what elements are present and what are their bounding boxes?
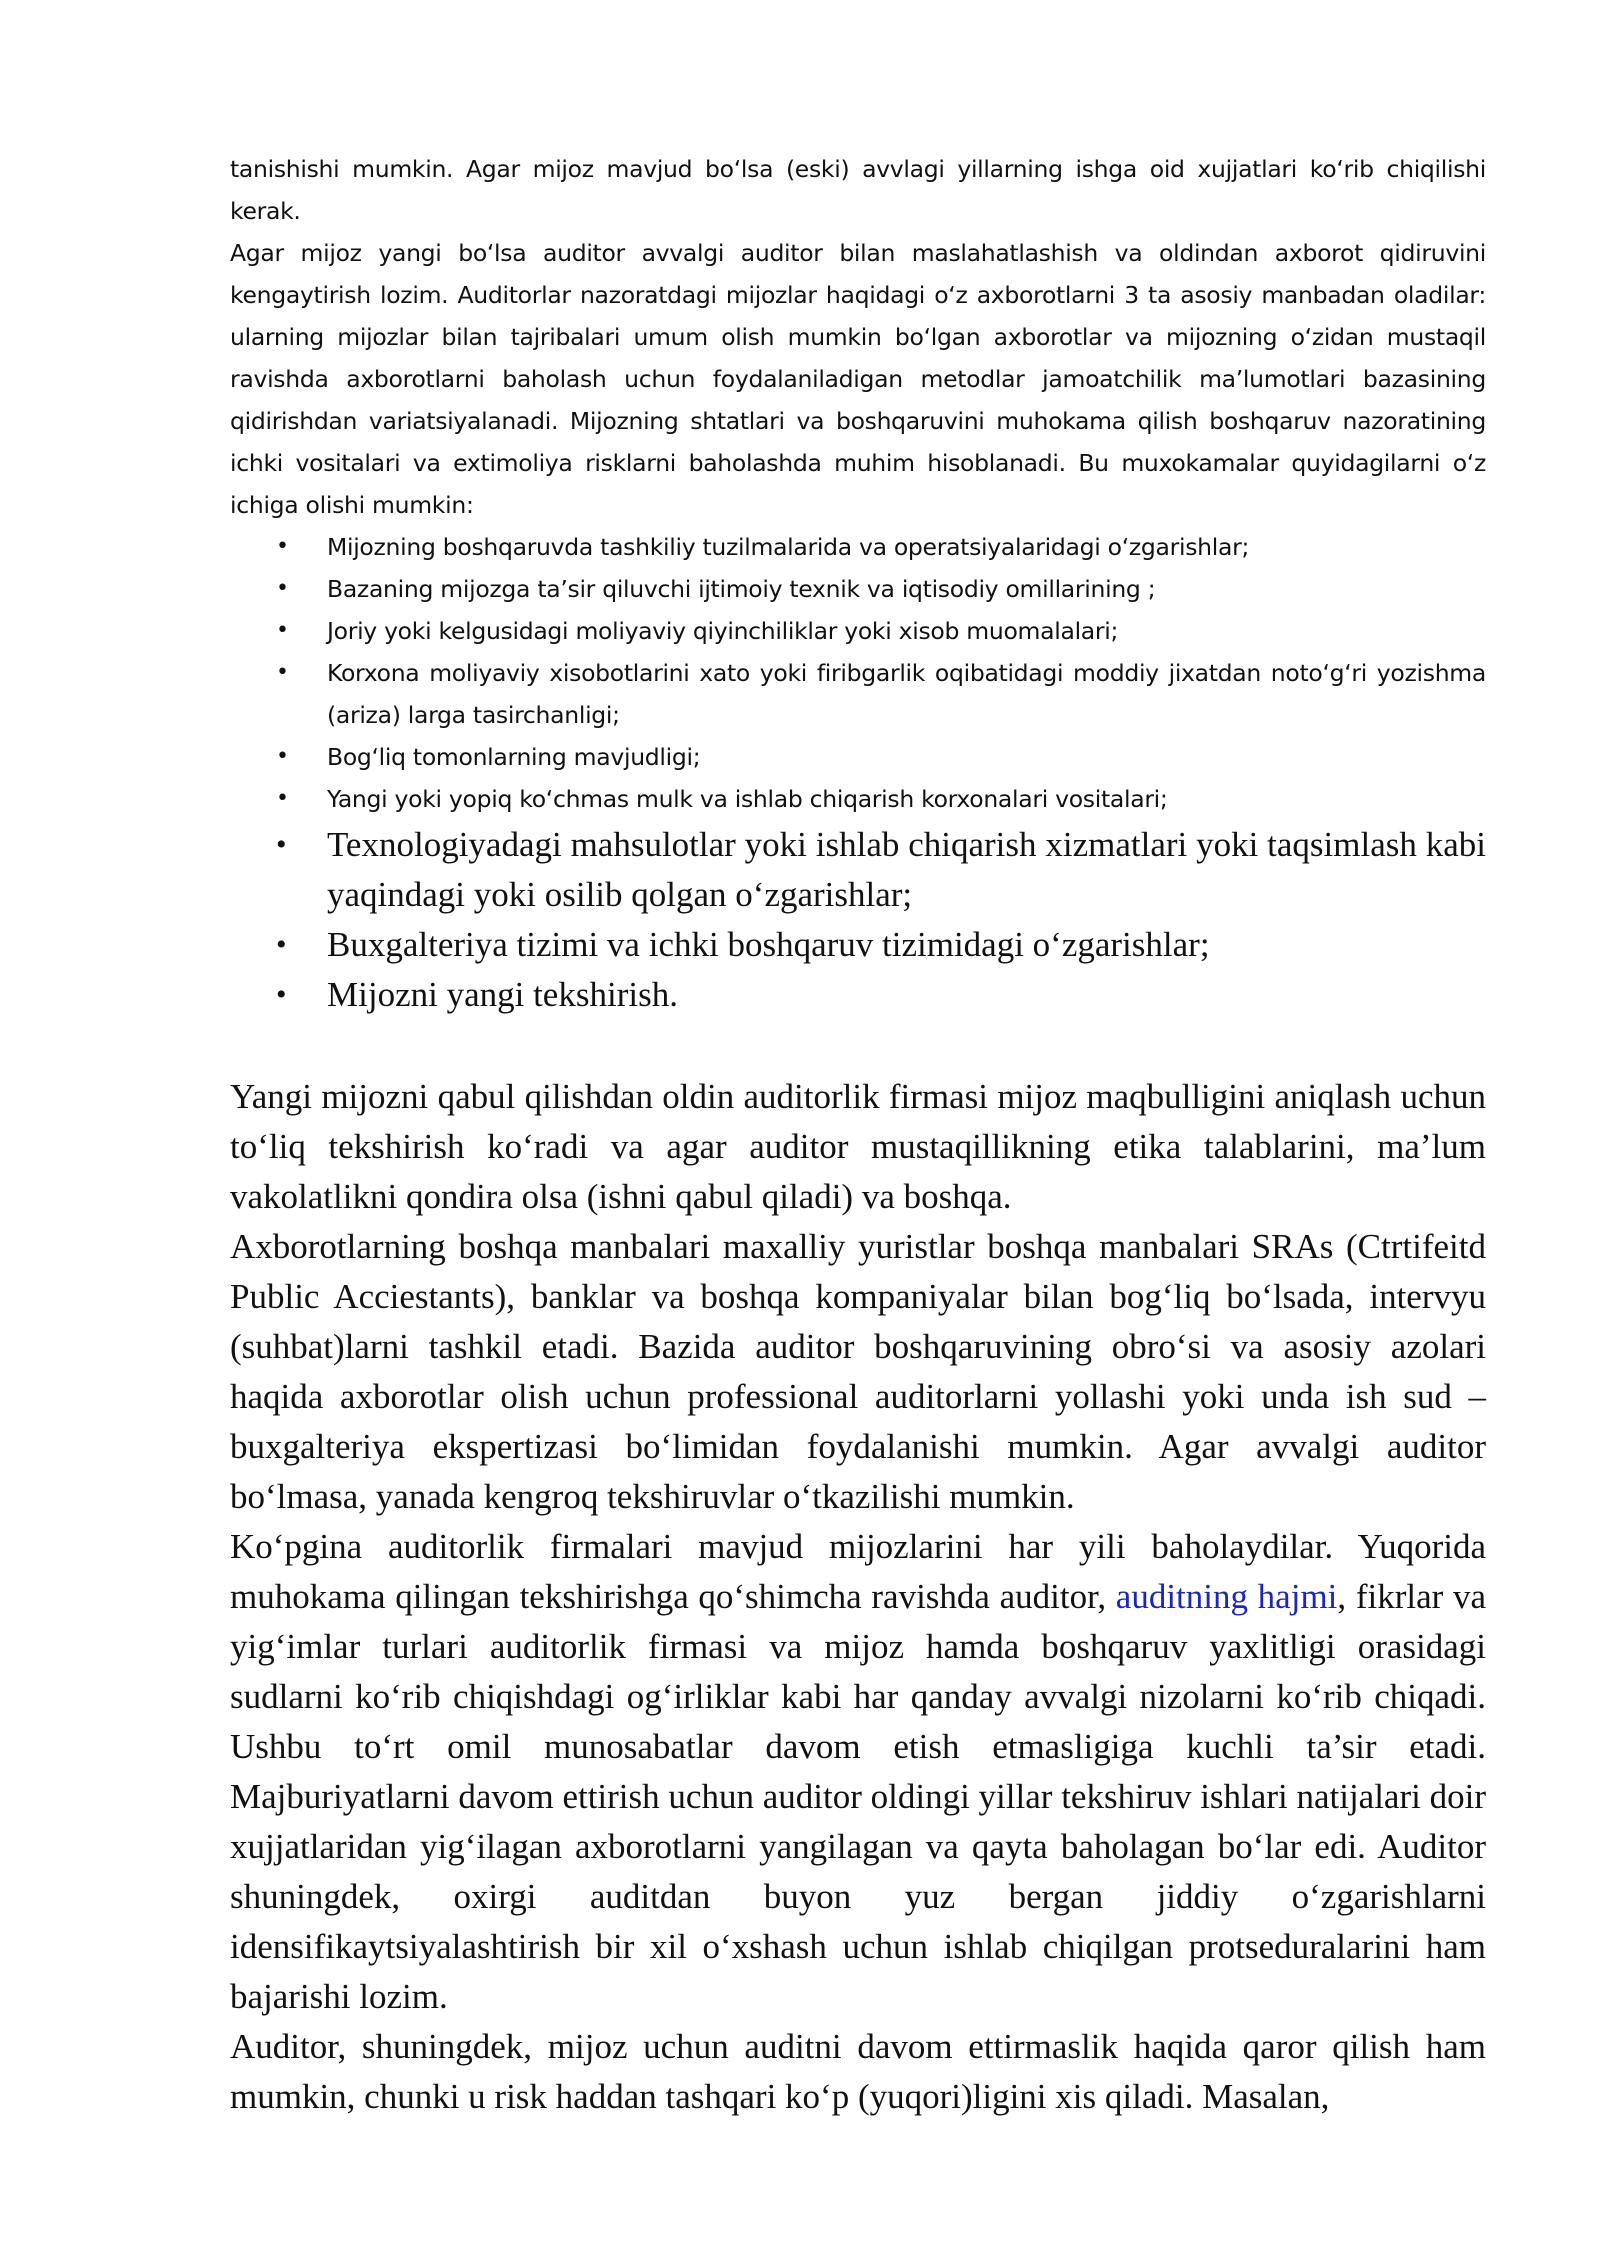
- list-item: • Mijozning boshqaruvda tashkiliy tuzilmalarida va operatsiyalaridagi o‘zgarishlar;: [230, 526, 1486, 568]
- bullet-list-discussion-topics: [230, 526, 1486, 820]
- paragraph-discontinue-audit: Auditor, shuningdek, mijoz uchun auditni davom ettirmaslik haqida qaror qilish ham mumkin, chunki u risk haddan tashqari ko‘p (yuqori)ligini xis qiladi. Masalan,: [230, 2027, 1486, 2116]
- list-item: • Bog‘liq tomonlarning mavjudligi;: [230, 736, 1486, 778]
- bullet-icon: •: [276, 660, 289, 685]
- bullet-icon: •: [276, 744, 289, 769]
- list-item: • Korxona moliyaviy xisobotlarini xato yoki firibgarlik oqibatidagi moddiy jixatdan noto‘g‘ri yozishma (ariza) larga tasirchanligi;: [230, 652, 1486, 736]
- audit-scope-link[interactable]: auditning hajmi: [1115, 1577, 1338, 1616]
- bullet-icon: •: [276, 618, 289, 643]
- paragraph-intro-continuation: tanishishi mumkin. Agar mijoz mavjud bo‘lsa (eski) avvlagi yillarning ishga oid xujjatlari ko‘rib chiqilishi kerak.: [230, 155, 1486, 225]
- document-body: [230, 148, 1486, 2122]
- bullet-icon: •: [276, 534, 289, 559]
- list-item: • Buxgalteriya tizimi va ichki boshqaruv tizimidagi o‘zgarishlar;: [230, 920, 1486, 970]
- list-item: • Yangi yoki yopiq ko‘chmas mulk va ishlab chiqarish korxonalari vositalari;: [230, 778, 1486, 820]
- bullet-list-changes: [230, 820, 1486, 1020]
- bullet-icon: •: [276, 786, 289, 811]
- paragraph-client-acceptance: Yangi mijozni qabul qilishdan oldin auditorlik firmasi mijoz maqbulligini aniqlash uchun to‘liq tekshirish ko‘radi va agar auditor mustaqillikning etika talablarini, ma’lum vakolatlikni qondira olsa (ishni qabul qiladi) va boshqa.: [230, 1077, 1486, 1216]
- bullet-icon: •: [276, 828, 287, 861]
- paragraph-new-client: Agar mijoz yangi bo‘lsa auditor avvalgi auditor bilan maslahatlashish va oldindan axborot qidiruvini kengaytirish lozim. Auditorlar nazoratdagi mijozlar haqidagi o‘z axborotlarni 3 ta asosiy manbadan oladilar: ularning mijozlar bilan tajribalari umum olish mumkin bo‘lgan axborotlar va mijozning o‘zidan mustaqil ravishda axborotlarni baholash uchun foydalaniladigan metodlar jamoatchilik ma’lumotlari bazasining qidirishdan variatsiyalanadi. Mijozning shtatlari va boshqaruvini muhokama qilish boshqaruv nazoratining ichki vositalari va extimoliya risklarni baholashda muhim hisoblanadi. Bu muxokamalar quyidagilarni o‘z ichiga olishi mumkin:: [230, 239, 1486, 519]
- bullet-icon: •: [276, 928, 287, 961]
- list-item: • Bazaning mijozga ta’sir qiluvchi ijtimoiy texnik va iqtisodiy omillarining ;: [230, 568, 1486, 610]
- paragraph-spacer: [230, 1020, 1486, 1072]
- list-item: • Texnologiyadagi mahsulotlar yoki ishlab chiqarish xizmatlari yoki taqsimlash kabi yaqindagi yoki osilib qolgan o‘zgarishlar;: [230, 820, 1486, 920]
- bullet-icon: •: [276, 576, 289, 601]
- list-item: • Mijozni yangi tekshirish.: [230, 970, 1486, 1020]
- list-item: • Joriy yoki kelgusidagi moliyaviy qiyinchiliklar yoki xisob muomalalari;: [230, 610, 1486, 652]
- paragraph-information-sources: Axborotlarning boshqa manbalari maxalliy yuristlar boshqa manbalari SRAs (Ctrtifeitd Public Acciestants), banklar va boshqa kompaniyalar bilan bog‘liq bo‘lsada, intervyu (suhbat)larni tashkil etadi. Bazida auditor boshqaruvining obro‘si va asosiy azolari haqida axborotlar olish uchun professional auditorlarni yollashi yoki unda ish sud – buxgalteriya ekspertizasi bo‘limidan foydalanishi mumkin. Agar avvalgi auditor bo‘lmasa, yanada kengroq tekshiruvlar o‘tkazilishi mumkin.: [230, 1227, 1486, 1516]
- paragraph-existing-clients: Ko‘pgina auditorlik firmalari mavjud mijozlarini har yili baholaydilar. Yuqorida muhokama qilingan tekshirishga qo‘shimcha ravishda auditor, auditning hajmi, fikrlar va yig‘imlar turlari auditorlik firmasi va mijoz hamda boshqaruv yaxlitligi orasidagi sudlarni ko‘rib chiqishdagi og‘irliklar kabi har qanday avvalgi nizolarni ko‘rib chiqadi. Ushbu to‘rt omil munosabatlar davom etish etmasligiga kuchli ta’sir etadi. Majburiyatlarni davom ettirish uchun auditor oldingi yillar tekshiruv ishlari natijalari doir xujjatlaridan yig‘ilagan axborotlarni yangilagan va qayta baholagan bo‘lar edi. Auditor shuningdek, oxirgi auditdan buyon yuz bergan jiddiy o‘zgarishlarni idensifikaytsiyalashtirish bir xil o‘xshash uchun ishlab chiqilgan protseduralarini ham bajarishi lozim.: [230, 1527, 1487, 2016]
- bullet-icon: •: [276, 978, 287, 1011]
